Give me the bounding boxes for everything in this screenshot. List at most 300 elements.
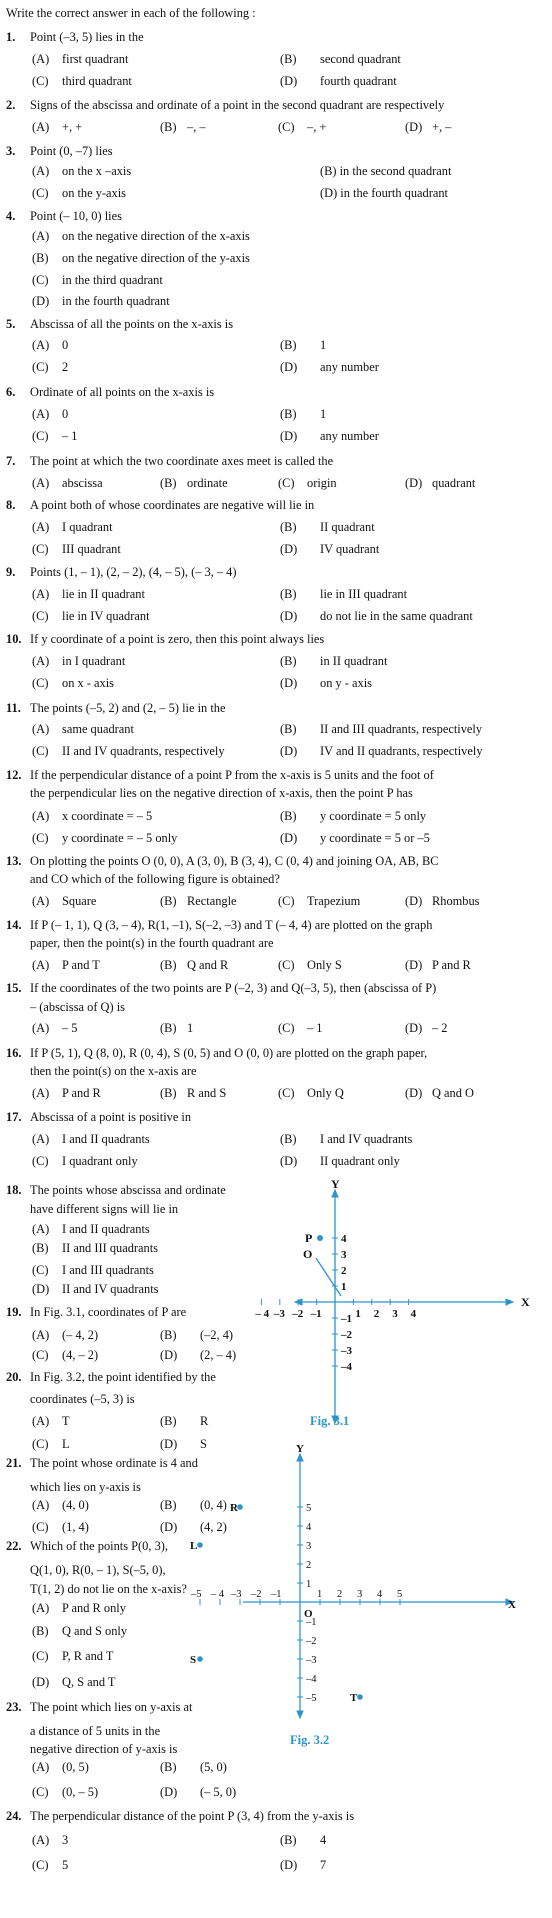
option-text: R and S [187, 1086, 227, 1100]
option-text: T [62, 1414, 70, 1428]
option-letter: (D) [280, 831, 298, 845]
option-text: 1 [320, 338, 327, 352]
y-tick-label: 3 [341, 1249, 347, 1261]
option-letter: (B) [32, 1624, 49, 1638]
option-text: I and II quadrants [62, 1222, 150, 1236]
x-tick-label: –5 [191, 1589, 202, 1600]
option-letter: (B) [280, 1132, 297, 1146]
option-text: L [62, 1437, 70, 1451]
y-tick-label: –3 [341, 1345, 352, 1357]
option-letter: (B) [160, 1021, 177, 1035]
option-text: P and R only [62, 1601, 126, 1615]
option-text: I quadrant only [62, 1154, 138, 1168]
option-text: S [200, 1437, 207, 1451]
question-text: If P (5, 1), Q (8, 0), R (0, 4), S (0, 5) and O (0, 0) are plotted on the graph paper, [30, 1046, 428, 1060]
x-tick-label: 2 [337, 1589, 343, 1600]
option-text: in the fourth quadrant [62, 294, 170, 308]
option-letter: (C) [32, 676, 49, 690]
question-text: Point (– 10, 0) lies [30, 209, 122, 223]
question-number: 16. [6, 1046, 22, 1060]
option-letter: (A) [32, 1833, 50, 1847]
point-s-label: S [190, 1654, 197, 1666]
option-letter: (D) [405, 476, 423, 490]
option-text: P, R and T [62, 1649, 114, 1663]
option-text: x coordinate = – 5 [62, 809, 153, 823]
option-text: (1, 4) [62, 1520, 89, 1534]
point-r-marker [238, 1505, 243, 1510]
origin-pointer [316, 1258, 341, 1296]
question-number: 8. [6, 498, 16, 512]
option-text: origin [307, 476, 337, 490]
question-text-continued: T(1, 2) do not lie on the x-axis? [30, 1582, 187, 1596]
option-letter: (A) [32, 1132, 50, 1146]
option-letter: (B) [280, 809, 297, 823]
option-text: – 1 [62, 429, 78, 443]
option-text: – 5 [62, 1021, 78, 1035]
y-tick-label: –3 [306, 1655, 317, 1666]
option-letter: (D) [405, 958, 423, 972]
option-letter: (A) [32, 476, 50, 490]
point-t-label: T [350, 1692, 358, 1704]
option-text: any number [320, 429, 379, 443]
option-letter: (B) [160, 120, 177, 134]
question-text-continued: paper, then the point(s) in the fourth quadrant are [30, 936, 274, 950]
option-letter: (B) [160, 1498, 177, 1512]
option-letter: (C) [32, 1263, 49, 1277]
y-tick-label: –1 [341, 1313, 352, 1325]
question-number: 10. [6, 632, 22, 646]
option-text: II and III quadrants [62, 1241, 158, 1255]
x-tick-label: 3 [392, 1308, 398, 1320]
option-letter: (A) [32, 164, 50, 178]
option-letter: (A) [32, 407, 50, 421]
question-text: Which of the points P(0, 3), [30, 1539, 168, 1553]
option-text: (0, – 5) [62, 1785, 99, 1799]
option-letter: (C) [278, 1021, 295, 1035]
option-letter: (B) [32, 251, 49, 265]
option-letter: (B) [160, 894, 177, 908]
option-letter: (A) [32, 1328, 50, 1342]
y-axis-arrow [332, 1190, 338, 1197]
option-text: – 1 [307, 1021, 323, 1035]
x-tick-label: 3 [357, 1589, 363, 1600]
option-text: on x - axis [62, 676, 114, 690]
y-tick-label: –2 [341, 1329, 352, 1341]
option-text: Only S [307, 958, 342, 972]
option-letter: (D) [160, 1437, 178, 1451]
option-text: second quadrant [320, 52, 401, 66]
question-number: 18. [6, 1183, 22, 1197]
x-tick-label: –1 [271, 1589, 282, 1600]
option-text: II and IV quadrants, respectively [62, 744, 225, 758]
option-text: on y - axis [320, 676, 372, 690]
question-text: Signs of the abscissa and ordinate of a point in the second quadrant are respectively [30, 98, 445, 112]
question-text: The point whose ordinate is 4 and [30, 1456, 198, 1470]
option-letter: (C) [278, 120, 295, 134]
option-letter: (C) [32, 1348, 49, 1362]
option-text: first quadrant [62, 52, 129, 66]
option-text: lie in IV quadrant [62, 609, 150, 623]
question-number: 3. [6, 144, 16, 158]
option-text: IV and II quadrants, respectively [320, 744, 483, 758]
option-text: Q and O [432, 1086, 474, 1100]
option-letter: (B) [280, 654, 297, 668]
option-text: Q and R [187, 958, 229, 972]
question-text-continued: which lies on y-axis is [30, 1480, 141, 1494]
option-text: II and III quadrants, respectively [320, 722, 483, 736]
option-text: (5, 0) [200, 1760, 227, 1774]
question-text-continued: coordinates (–5, 3) is [30, 1392, 135, 1406]
option-letter: (D) [32, 1675, 50, 1689]
point-t-marker [358, 1695, 363, 1700]
question-text-continued: a distance of 5 units in the [30, 1724, 161, 1738]
option-letter: (C) [278, 894, 295, 908]
x-axis-label: X [521, 1295, 530, 1309]
question-text: In Fig. 3.2, the point identified by the [30, 1370, 216, 1384]
question-number: 19. [6, 1305, 22, 1319]
option-text: II and IV quadrants [62, 1282, 159, 1296]
question-text: The perpendicular distance of the point P (3, 4) from the y-axis is [30, 1809, 355, 1823]
option-letter: (C) [32, 186, 49, 200]
y-tick-label: 4 [306, 1522, 312, 1533]
question-text: If P (– 1, 1), Q (3, – 4), R(1, –1), S(–2, –3) and T (– 4, 4) are plotted on the graph [30, 918, 433, 932]
option-letter: (C) [32, 273, 49, 287]
y-axis-label: Y [331, 1177, 340, 1191]
option-letter: (A) [32, 1601, 50, 1615]
option-text: fourth quadrant [320, 74, 397, 88]
option-letter: (D) [405, 894, 423, 908]
origin-label: O [304, 1608, 313, 1620]
option-text: abscissa [62, 476, 103, 490]
option-letter: (D) [280, 429, 298, 443]
x-tick-label: – 4 [255, 1308, 270, 1320]
y-tick-label: –1 [306, 1617, 317, 1628]
option-text: (0, 5) [62, 1760, 89, 1774]
question-number: 9. [6, 565, 16, 579]
option-text: 5 [62, 1858, 69, 1872]
option-text: same quadrant [62, 722, 134, 736]
option-text: 7 [320, 1858, 327, 1872]
option-text: (4, 2) [200, 1520, 227, 1534]
question-text: The points whose abscissa and ordinate [30, 1183, 226, 1197]
option-text: lie in II quadrant [62, 587, 145, 601]
option-text: y coordinate = 5 only [320, 809, 427, 823]
option-letter: (A) [32, 520, 50, 534]
question-number: 14. [6, 918, 22, 932]
option-letter: (A) [32, 654, 50, 668]
option-letter: (D) [280, 676, 298, 690]
option-text: y coordinate = – 5 only [62, 831, 178, 845]
option-letter: (C) [32, 1785, 49, 1799]
option-letter: (C) [32, 1437, 49, 1451]
option-text: quadrant [432, 476, 476, 490]
option-letter: (B) [280, 722, 297, 736]
question-text-continued: negative direction of y-axis is [30, 1742, 178, 1756]
y-tick-label: 1 [306, 1579, 312, 1590]
option-text: +, + [62, 120, 83, 134]
option-letter: (C) [32, 429, 49, 443]
question-text: Point (–3, 5) lies in the [30, 30, 144, 44]
question-number: 21. [6, 1456, 22, 1470]
question-number: 12. [6, 768, 22, 782]
option-letter: (B) [280, 520, 297, 534]
option-letter: (A) [32, 1021, 50, 1035]
x-tick-label: –3 [231, 1589, 242, 1600]
option-text: IV quadrant [320, 542, 380, 556]
option-text: (–2, 4) [200, 1328, 234, 1342]
x-tick-label: 1 [317, 1589, 323, 1600]
option-text: ordinate [187, 476, 228, 490]
question-text: If y coordinate of a point is zero, then this point always lies [30, 632, 325, 646]
question-number: 4. [6, 209, 16, 223]
option-letter: (C) [32, 609, 49, 623]
option-letter: (B) [160, 476, 177, 490]
y-tick-label: 2 [341, 1265, 347, 1277]
y-tick-label: 3 [306, 1541, 312, 1552]
option-text: I and II quadrants [62, 1132, 150, 1146]
option-text: 2 [62, 360, 69, 374]
option-text: lie in III quadrant [320, 587, 408, 601]
option-letter: (B) [280, 587, 297, 601]
point-l-marker [198, 1543, 203, 1548]
figure-caption: Fig. 3.2 [290, 1733, 330, 1747]
option-letter: (C) [32, 360, 49, 374]
question-number: 13. [6, 854, 22, 868]
option-letter: (B) [280, 407, 297, 421]
option-letter: (D) [405, 1086, 423, 1100]
option-text: 0 [62, 338, 69, 352]
option-text: I and IV quadrants [320, 1132, 413, 1146]
option-text: II quadrant only [320, 1154, 400, 1168]
x-tick-label: 4 [377, 1589, 383, 1600]
option-letter: (C) [278, 958, 295, 972]
option-letter: (D) [280, 744, 298, 758]
option-text: R [200, 1414, 209, 1428]
option-letter: (D) [280, 360, 298, 374]
option-text: 1 [320, 407, 327, 421]
option-text: on the negative direction of the y-axis [62, 251, 250, 265]
x-tick-label: 4 [410, 1308, 417, 1320]
question-number: 15. [6, 981, 22, 995]
option-text: on the negative direction of the x-axis [62, 229, 250, 243]
point-l-label: L [190, 1540, 198, 1552]
question-number: 17. [6, 1110, 22, 1124]
option-text: in I quadrant [62, 654, 126, 668]
option-text: in the third quadrant [62, 273, 163, 287]
x-tick-label: 2 [373, 1308, 380, 1320]
option-text: – 2 [432, 1021, 448, 1035]
option-text: y coordinate = 5 or –5 [320, 831, 430, 845]
option-text: –, – [187, 120, 206, 134]
y-tick-label: 1 [341, 1281, 347, 1293]
option-text: do not lie in the same quadrant [320, 609, 473, 623]
question-text: Ordinate of all points on the x-axis is [30, 385, 215, 399]
option-text: P and T [62, 958, 100, 972]
option-text: (0, 4) [200, 1498, 227, 1512]
x-axis-arrow [506, 1299, 513, 1305]
option-letter: (A) [32, 1222, 50, 1236]
option-text: 1 [187, 1021, 194, 1035]
option-letter: (B) [160, 1086, 177, 1100]
option-letter: (C) [32, 542, 49, 556]
y-axis-arrow [297, 1454, 303, 1461]
option-letter: (C) [32, 74, 49, 88]
option-letter: (A) [32, 722, 50, 736]
option-text: Square [62, 894, 97, 908]
x-tick-label: –1 [310, 1308, 322, 1320]
option-letter: (A) [32, 1414, 50, 1428]
option-letter: (C) [32, 831, 49, 845]
option-letter: (D) [280, 542, 298, 556]
question-text: The point which lies on y-axis at [30, 1700, 193, 1714]
y-axis-arrow-down [297, 1711, 303, 1718]
question-text: Abscissa of all the points on the x-axis is [30, 317, 234, 331]
y-tick-label: 2 [306, 1560, 312, 1571]
option-text: 4 [320, 1833, 327, 1847]
question-text: On plotting the points O (0, 0), A (3, 0), B (3, 4), C (0, 4) and joining OA, AB, BC [30, 854, 439, 868]
question-text: If the coordinates of the two points are P (–2, 3) and Q(–3, 5), then (abscissa of P) [30, 981, 437, 995]
option-letter: (D) [160, 1785, 178, 1799]
origin-label: O [303, 1247, 313, 1261]
option-letter: (C) [32, 1154, 49, 1168]
option-text: (2, – 4) [200, 1348, 237, 1362]
question-number: 20. [6, 1370, 22, 1384]
y-tick-label: –4 [341, 1361, 352, 1373]
option-letter: (D) [280, 1154, 298, 1168]
y-axis-label: Y [296, 1443, 304, 1455]
option-letter: (B) [280, 1833, 297, 1847]
option-letter: (B) [280, 338, 297, 352]
option-letter: (B) [160, 958, 177, 972]
question-text-continued: the perpendicular lies on the negative direction of x-axis, then the point P has [30, 786, 413, 800]
question-number: 6. [6, 385, 16, 399]
option-text: I quadrant [62, 520, 113, 534]
option-text: P and R [62, 1086, 101, 1100]
option-letter: (C) [278, 476, 295, 490]
option-text: –, + [307, 120, 327, 134]
option-letter: (A) [32, 338, 50, 352]
question-text-continued: Q(1, 0), R(0, – 1), S(–5, 0), [30, 1563, 166, 1577]
option-letter: (A) [32, 1498, 50, 1512]
point-s-marker [198, 1657, 203, 1662]
question-text: If the perpendicular distance of a point P from the x-axis is 5 units and the foot of [30, 768, 434, 782]
point-r-label: R [230, 1502, 238, 1514]
option-text: III quadrant [62, 542, 121, 556]
point-p-marker [318, 1236, 323, 1241]
option-text: (– 4, 2) [62, 1328, 99, 1342]
option-text: 0 [62, 407, 69, 421]
option-text: Q, S and T [62, 1675, 116, 1689]
question-number: 11. [6, 701, 21, 715]
option-text: (B) in the second quadrant [320, 164, 452, 178]
question-text-continued: have different signs will lie in [30, 1202, 179, 1216]
option-letter: (A) [32, 1760, 50, 1774]
option-letter: (A) [32, 52, 50, 66]
option-letter: (D) [32, 1282, 50, 1296]
option-text: Q and S only [62, 1624, 128, 1638]
option-letter: (D) [160, 1520, 178, 1534]
x-tick-label: –2 [292, 1308, 304, 1320]
option-text: in II quadrant [320, 654, 388, 668]
point-p-label: P [305, 1231, 313, 1245]
figure-caption: Fig. 3.1 [310, 1414, 350, 1428]
question-text-continued: and CO which of the following figure is obtained? [30, 872, 280, 886]
question-number: 7. [6, 454, 16, 468]
option-letter: (D) [405, 1021, 423, 1035]
option-letter: (D) [160, 1348, 178, 1362]
question-text-continued: then the point(s) on the x-axis are [30, 1064, 197, 1078]
option-text: on the x –axis [62, 164, 132, 178]
option-text: (– 5, 0) [200, 1785, 237, 1799]
option-letter: (C) [32, 744, 49, 758]
question-text-continued: – (abscissa of Q) is [30, 1000, 125, 1014]
question-number: 1. [6, 30, 16, 44]
option-letter: (A) [32, 1086, 50, 1100]
option-text: (D) in the fourth quadrant [320, 186, 448, 200]
instruction-header: Write the correct answer in each of the following : [6, 6, 256, 20]
option-letter: (C) [32, 1520, 49, 1534]
question-text: Points (1, – 1), (2, – 2), (4, – 5), (– 3, – 4) [30, 565, 237, 579]
option-text: Rectangle [187, 894, 237, 908]
option-text: (4, – 2) [62, 1348, 99, 1362]
option-letter: (B) [160, 1328, 177, 1342]
option-text: P and R [432, 958, 471, 972]
question-text: Point (0, –7) lies [30, 144, 113, 158]
option-text: on the y-axis [62, 186, 127, 200]
option-letter: (B) [280, 52, 297, 66]
x-tick-label: 1 [355, 1308, 361, 1320]
option-text: I and III quadrants [62, 1263, 154, 1277]
option-text: Only Q [307, 1086, 344, 1100]
question-text: Abscissa of a point is positive in [30, 1110, 192, 1124]
question-number: 5. [6, 317, 16, 331]
option-letter: (C) [278, 1086, 295, 1100]
x-tick-label: 5 [397, 1589, 403, 1600]
x-tick-label: –3 [273, 1308, 285, 1320]
figure-3-1 [255, 1177, 530, 1430]
question-number: 22. [6, 1539, 22, 1553]
y-tick-label: 4 [341, 1233, 347, 1245]
option-letter: (A) [32, 809, 50, 823]
option-letter: (C) [32, 1649, 49, 1663]
x-tick-label: –2 [251, 1589, 262, 1600]
option-letter: (D) [32, 294, 50, 308]
option-text: third quadrant [62, 74, 132, 88]
option-letter: (A) [32, 894, 50, 908]
question-number: 24. [6, 1809, 22, 1823]
option-text: +, – [432, 120, 452, 134]
option-text: (4, 0) [62, 1498, 89, 1512]
option-letter: (A) [32, 229, 50, 243]
question-text: In Fig. 3.1, coordinates of P are [30, 1305, 187, 1319]
option-letter: (B) [160, 1760, 177, 1774]
option-letter: (A) [32, 120, 50, 134]
x-axis-label: X [508, 1599, 516, 1611]
option-letter: (D) [280, 609, 298, 623]
option-letter: (D) [280, 74, 298, 88]
y-tick-label: –2 [306, 1636, 317, 1647]
option-letter: (D) [280, 1858, 298, 1872]
question-text: The points (–5, 2) and (2, – 5) lie in the [30, 701, 226, 715]
option-letter: (D) [405, 120, 423, 134]
option-text: 3 [62, 1833, 69, 1847]
y-tick-label: –4 [306, 1674, 317, 1685]
y-tick-label: –5 [306, 1693, 317, 1704]
option-letter: (A) [32, 958, 50, 972]
question-text: The point at which the two coordinate axes meet is called the [30, 454, 334, 468]
y-tick-label: 5 [306, 1503, 312, 1514]
option-text: II quadrant [320, 520, 375, 534]
